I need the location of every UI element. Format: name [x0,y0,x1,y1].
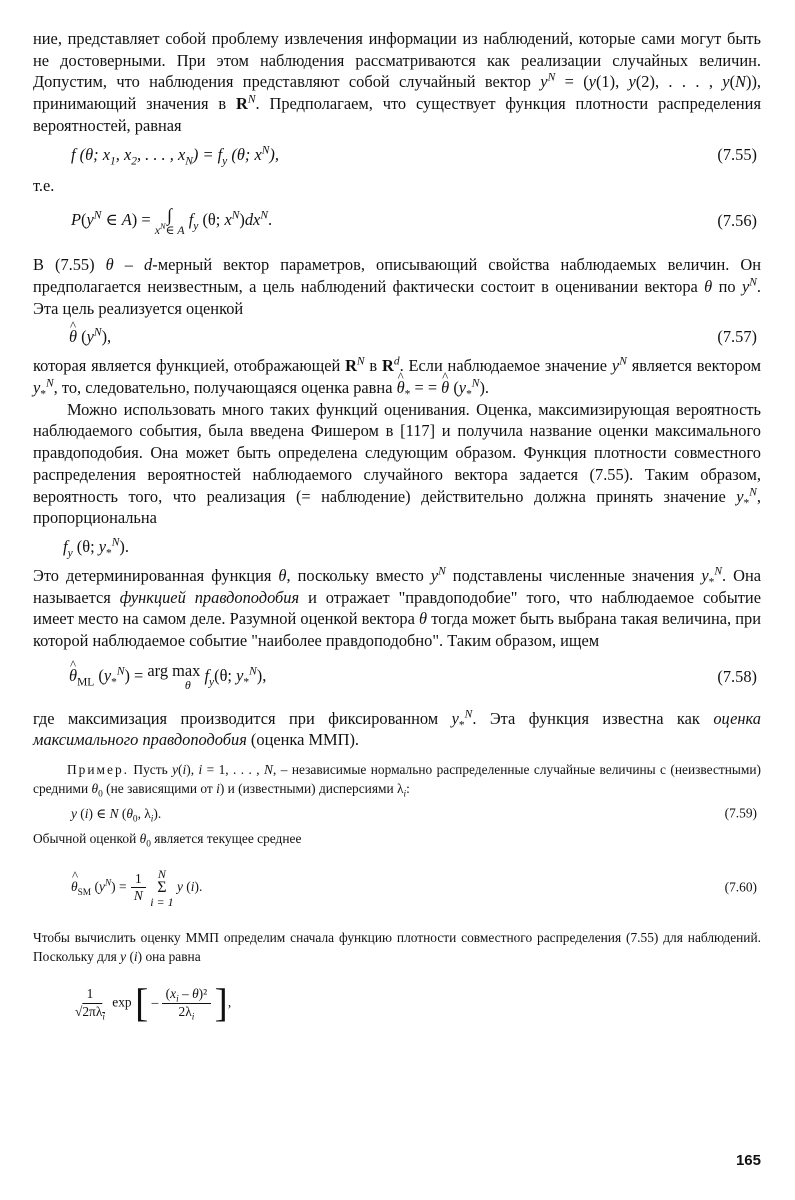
paragraph-fisher: Можно использовать много таких функций оценивания. Оценка, максимизирующая вероятность наблюдаемого события, была введена Фишером в [117] и получила название оценки максимального правдоподобия. Она может быть определена следующим образом. Функция плотности совместного распределения вероятностей наблюдаемого случайного вектора задается (7.55). Таким образом, вероятность того, что реализация (= наблюдение) действительно должна принять значение $y_*^N$, пропорциональна [33,399,761,528]
paragraph-example: Пример. Пусть y(i), i = 1, . . . , N, – независимые нормально распределенные случайные величины с (неизвестными) средними $\theta_0$ (не зависящими от i) и (известными) дисперсиями $\lambda_i$: [33,762,762,800]
paragraph-te: т.е. [33,175,55,195]
paragraph-mle: где максимизация производится при фиксированном $y_*^N$. Эта функция известна как оценка максимального правдоподобия (оценка ММП). [33,708,762,750]
equation-number: (7.56) [717,211,757,231]
equation-7-58: ^ $\theta_{ML}$ $(y_*^N)$ = arg max θ $f_y(\theta$; $y_*^N$), (7.58) [33,652,761,702]
equation-number: (7.59) [724,806,757,822]
paragraph-mapping: которая является функцией, отображающей $R^N$ в $R^d$. Если наблюдаемое значение $y^N$ является вектором $y_*^N$, то, следовательно, получающаяся оценка равна ^ $\theta_*$ = = ^ θ $(y_*^N)$. [33,355,761,398]
equation-number: (7.58) [717,666,757,686]
equation-7-55: f (θ; $x_1$, $x_2$, . . . , $x_N) = f_y$ (θ; $x^N$), (7.55) [71,144,757,167]
equation-number: (7.57) [717,327,757,347]
paragraph-density: Чтобы вычислить оценку ММП определим сначала функцию плотности совместного распределения (7.55) для наблюдений. Поскольку для y (i) она равна [33,929,761,964]
equation-number: (7.60) [724,879,757,895]
page-number: 165 [735,1152,761,1169]
equation-number: (7.55) [717,144,757,164]
equation-7-57: ^ θ $(y^N)$, (7.57) [33,319,761,355]
equation-7-59: y (i) ∈ N ($\theta_0$, $\lambda_i$). (7.59) [71,806,757,825]
equation-7-60: ^ $\theta_{SM}$ $(y^N)$ = $\frac{1}{N}$ N Σ i = 1 y (i). (7.60) [33,855,761,921]
paragraph-intro: ние, представляет собой проблему извлечения информации из наблюдений, которые сами могут быть не достоверными. При этом наблюдения рассматриваются как реализации случайных величин. Допустим, что наблюдения представляют собой случайный вектор $y^N = (y(1)$, y(2), . . . , y(N)), принимающий значения в $R^N$. Предполагаем, что существует функция плотности распределения вероятностей, равная [33,29,761,135]
equation-7-56: $P(y^N$ ∈ A) = ∫ $x^N\in$ A $f_y$ (θ; $x^N)dx^N$. (7.56) [71,205,757,238]
equation-likelihood: $f_y$ (θ; $y_*^N$). [63,536,129,560]
page-content [33,28,761,1034]
paragraph-likelihood: Это детерминированная функция θ, поскольку вместо $y^N$ подставлены численные значения $y_*^N$. Она называется функцией правдоподобия и отражает "правдоподобие" того, что наблюдаемое событие имеет место на самом деле. Разумной оценкой вектора θ тогда может быть выбрана такая величина, при которой наблюдаемое событие "наиболее правдоподобно". Таким образом, ищем [33,565,761,651]
paragraph-theta: В (7.55) θ – d-мерный вектор параметров, описывающий свойства наблюдаемых величин. Он предполагается неизвестным, а цель наблюдений фактически состоит в оценивании вектора θ по $y^N$. Эта цель реализуется оценкой [33,255,761,318]
equation-normal-density: $\frac{1}{√2\pi\lambda_i}$ exp [ – $\frac{(x_i - \theta)^2}{2\lambda_i}$ ], [75,979,232,1025]
paragraph-running-mean: Обычной оценкой $\theta_0$ является текущее среднее [33,831,302,851]
